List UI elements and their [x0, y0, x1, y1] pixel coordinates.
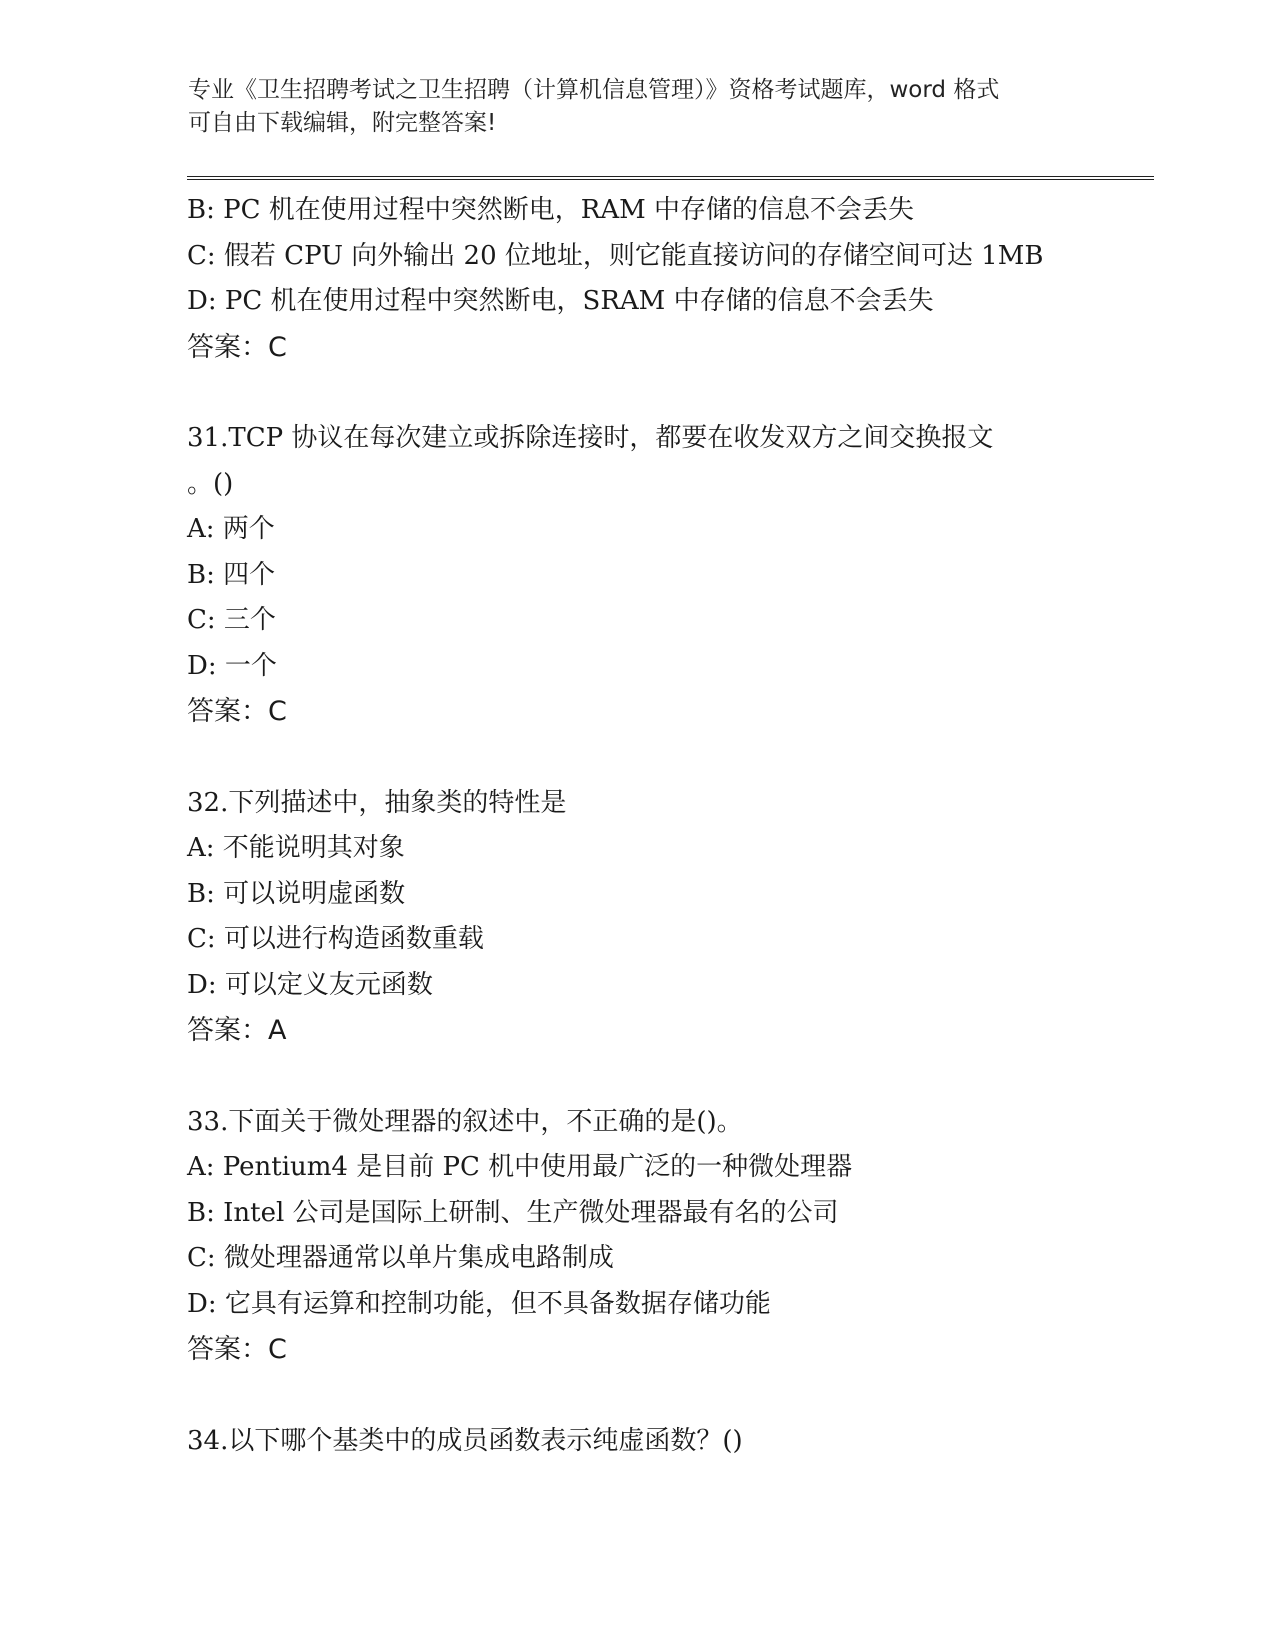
answer: 答案：A — [187, 1015, 287, 1046]
option-c: C: 可以进行构造函数重载 — [187, 924, 484, 954]
option-d: D: 一个 — [187, 650, 277, 681]
option-a: A: 不能说明其对象 — [187, 833, 405, 863]
option-c: C: 三个 — [187, 605, 276, 635]
option-d: D: 可以定义友元函数 — [187, 969, 433, 1000]
question-31 — [187, 416, 1147, 735]
question-content — [187, 188, 1147, 1464]
question-33 — [187, 1100, 1147, 1373]
option-a: A: Pentium4 是目前 PC 机中使用最广泛的一种微处理器 — [187, 1152, 853, 1182]
question-stem: 32.下列描述中，抽象类的特性是 — [187, 787, 567, 818]
option-d: D: PC 机在使用过程中突然断电，SRAM 中存储的信息不会丢失 — [187, 286, 934, 316]
answer: 答案：C — [187, 696, 287, 727]
option-c: C: 微处理器通常以单片集成电路制成 — [187, 1243, 614, 1273]
option-d: D: 它具有运算和控制功能，但不具备数据存储功能 — [187, 1288, 771, 1319]
document-header — [188, 74, 1088, 140]
header-double-rule — [187, 176, 1154, 180]
question-stem: 33.下面关于微处理器的叙述中，不正确的是()。 — [187, 1106, 743, 1137]
header-line-2: 可自由下载编辑，附完整答案! — [188, 110, 497, 136]
option-b: B: Intel 公司是国际上研制、生产微处理器最有名的公司 — [187, 1197, 839, 1228]
option-b: B: 四个 — [187, 559, 276, 590]
option-b: B: PC 机在使用过程中突然断电，RAM 中存储的信息不会丢失 — [187, 195, 915, 225]
answer: 答案：C — [187, 331, 287, 363]
question-stem: 34.以下哪个基类中的成员函数表示纯虚函数？() — [187, 1425, 743, 1456]
question-30 — [187, 188, 1147, 370]
option-b: B: 可以说明虚函数 — [187, 878, 406, 909]
answer: 答案：C — [187, 1334, 287, 1365]
question-stem: 31.TCP 协议在每次建立或拆除连接时，都要在收发双方之间交换报文 — [187, 423, 994, 453]
header-line-1: 专业《卫生招聘考试之卫生招聘（计算机信息管理）》资格考试题库，word 格式 — [188, 77, 1000, 103]
question-34 — [187, 1419, 1147, 1465]
question-stem-continued: 。() — [187, 468, 234, 499]
option-c: C: 假若 CPU 向外输出 20 位地址，则它能直接访问的存储空间可达 1MB — [187, 240, 1044, 271]
question-32 — [187, 781, 1147, 1054]
option-a: A: 两个 — [187, 514, 275, 544]
